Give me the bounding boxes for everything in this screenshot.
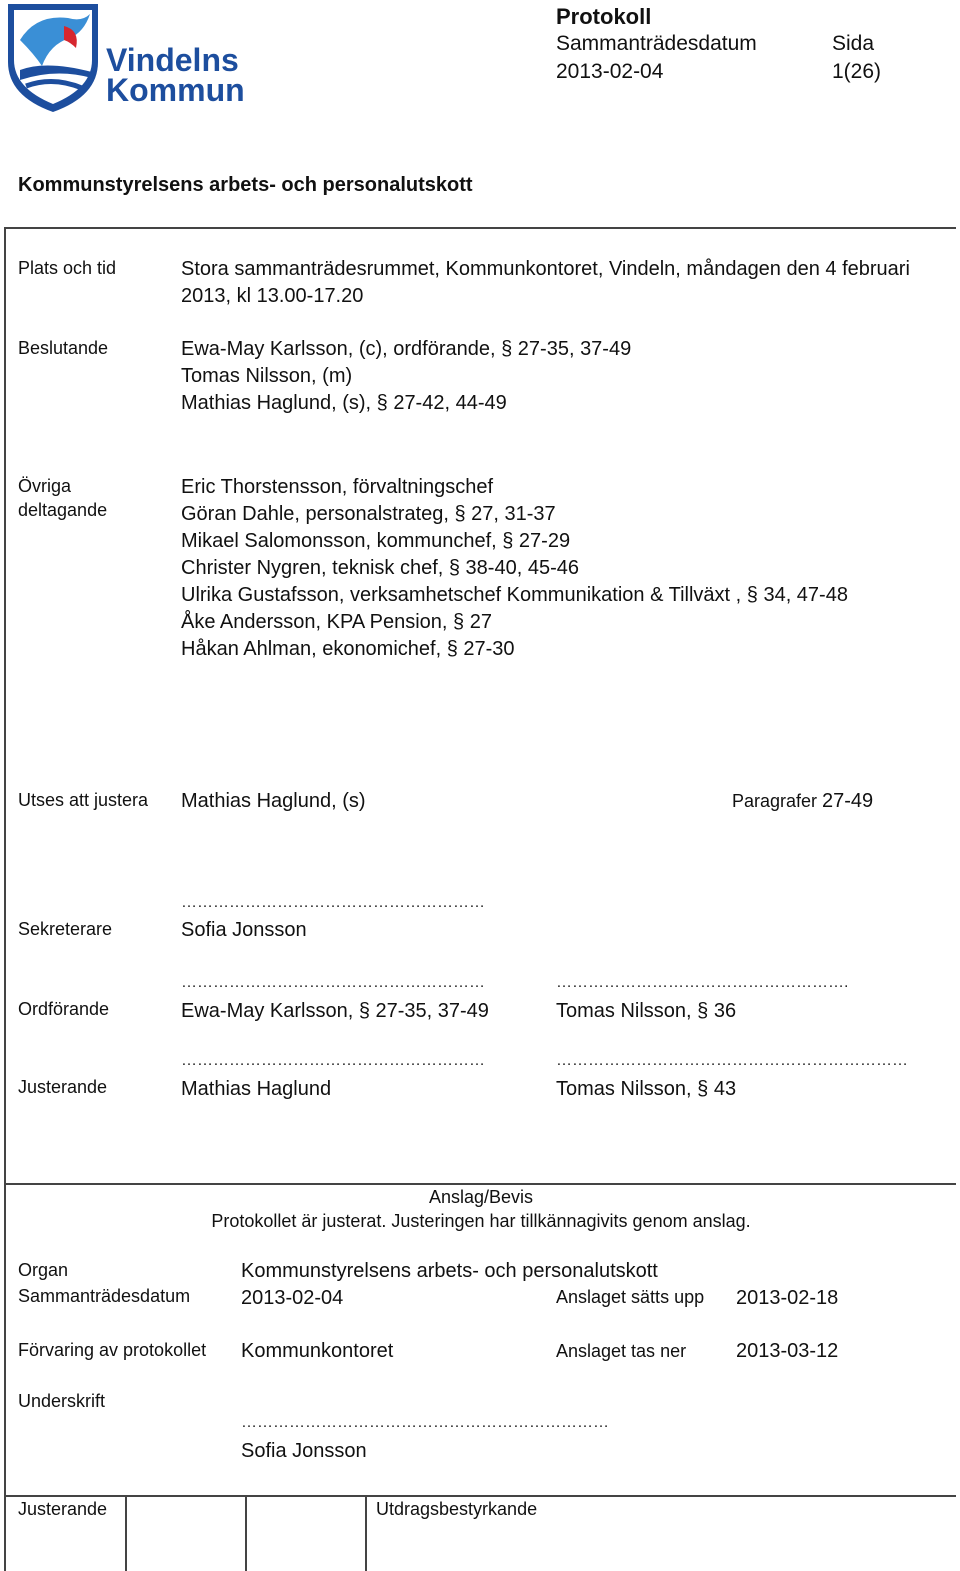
frame-left-line [4,227,6,1571]
place-time-line-2: 2013, kl 13.00-17.20 [181,285,364,307]
secretary-signature-line: ………………………………………………… [181,894,485,911]
adjust-label: Justerande [18,1077,108,1097]
chair-name-2: Tomas Nilsson, § 36 [556,1000,737,1022]
decision-maker-3: Mathias Haglund, (s), § 27-42, 44-49 [181,392,507,414]
header-date-value: 2013-02-04 [556,60,664,83]
notice-signature-name: Sofia Jonsson [241,1440,367,1462]
notice-date-label: Sammanträdesdatum [18,1286,191,1306]
logo-text-line1: Vindelns [106,42,239,78]
secretary-name: Sofia Jonsson [181,919,307,941]
footer-divider-2 [245,1495,247,1571]
chair-signature-line: ………………………………………………… [181,974,485,991]
footer-top-line [4,1495,956,1497]
adjust-name-2: Tomas Nilsson, § 43 [556,1078,737,1100]
header-page-label: Sida [832,32,875,55]
footer-adjust-label: Justerande [18,1499,108,1519]
participant-1: Eric Thorstensson, förvaltningschef [181,476,494,498]
posted-value: 2013-02-18 [736,1287,839,1309]
removed-label: Anslaget tas ner [556,1341,687,1361]
removed-value: 2013-03-12 [736,1340,839,1362]
notice-date-value: 2013-02-04 [241,1287,344,1309]
header-page-value: 1(26) [832,60,882,83]
municipality-logo [6,0,246,115]
footer-extract-label: Utdragsbestyrkande [376,1499,538,1519]
notice-top-line [4,1183,956,1185]
others-label-line-2: deltagande [18,500,108,520]
others-label-line-1: Övriga [18,476,72,496]
place-time-line-1: Stora sammanträdesrummet, Kommunkontoret, Vindeln, måndagen den 4 februari [181,258,910,280]
footer-divider-1 [125,1495,127,1571]
posted-label: Anslaget sätts upp [556,1287,705,1307]
participant-2: Göran Dahle, personalstrateg, § 27, 31-37 [181,503,556,525]
committee-name: Kommunstyrelsens arbets- och personalutskott [18,174,473,196]
chair-label: Ordförande [18,999,110,1019]
decision-makers-label: Beslutande [18,338,109,358]
logo-text-line2: Kommun [106,72,245,108]
decision-maker-1: Ewa-May Karlsson, (c), ordförande, § 27-35, 37-49 [181,338,632,360]
organ-value: Kommunstyrelsens arbets- och personalutskott [241,1260,658,1282]
storage-label: Förvaring av protokollet [18,1340,207,1360]
signature-label: Underskrift [18,1391,106,1411]
participant-7: Håkan Ahlman, ekonomichef, § 27-30 [181,638,515,660]
paragraphs-label: Paragrafer [732,791,818,811]
participant-3: Mikael Salomonsson, kommunchef, § 27-29 [181,530,571,552]
adjuster-value: Mathias Haglund, (s) [181,790,366,812]
frame-top-line [4,227,956,229]
adjuster-signature-line: ………………………………………………… [181,1052,485,1069]
chair-name: Ewa-May Karlsson, § 27-35, 37-49 [181,1000,489,1022]
adjuster-label: Utses att justera [18,790,149,810]
notice-title: Anslag/Bevis [428,1187,534,1207]
participant-4: Christer Nygren, teknisk chef, § 38-40, 45-46 [181,557,579,579]
secretary-label: Sekreterare [18,919,113,939]
storage-value: Kommunkontoret [241,1340,394,1362]
notice-signature-line: …………………………………………………………… [241,1414,609,1431]
footer-divider-3 [365,1495,367,1571]
chair2-signature-line: ………………………………………………. [556,974,849,991]
notice-subtitle: Protokollet är justerat. Justeringen har tillkännagivits genom anslag. [211,1211,751,1231]
adjuster2-signature-line: ………………………………………………………… [556,1052,908,1069]
participant-5: Ulrika Gustafsson, verksamhetschef Kommunikation & Tillväxt , § 34, 47-48 [181,584,848,606]
organ-label: Organ [18,1260,69,1280]
decision-maker-2: Tomas Nilsson, (m) [181,365,353,387]
participant-6: Åke Andersson, KPA Pension, § 27 [181,611,492,633]
header-date-label: Sammanträdesdatum [556,32,757,55]
document-title: Protokoll [556,4,652,29]
adjust-name: Mathias Haglund [181,1078,332,1100]
place-time-label: Plats och tid [18,258,117,278]
paragraphs-value: 27-49 [822,790,874,812]
